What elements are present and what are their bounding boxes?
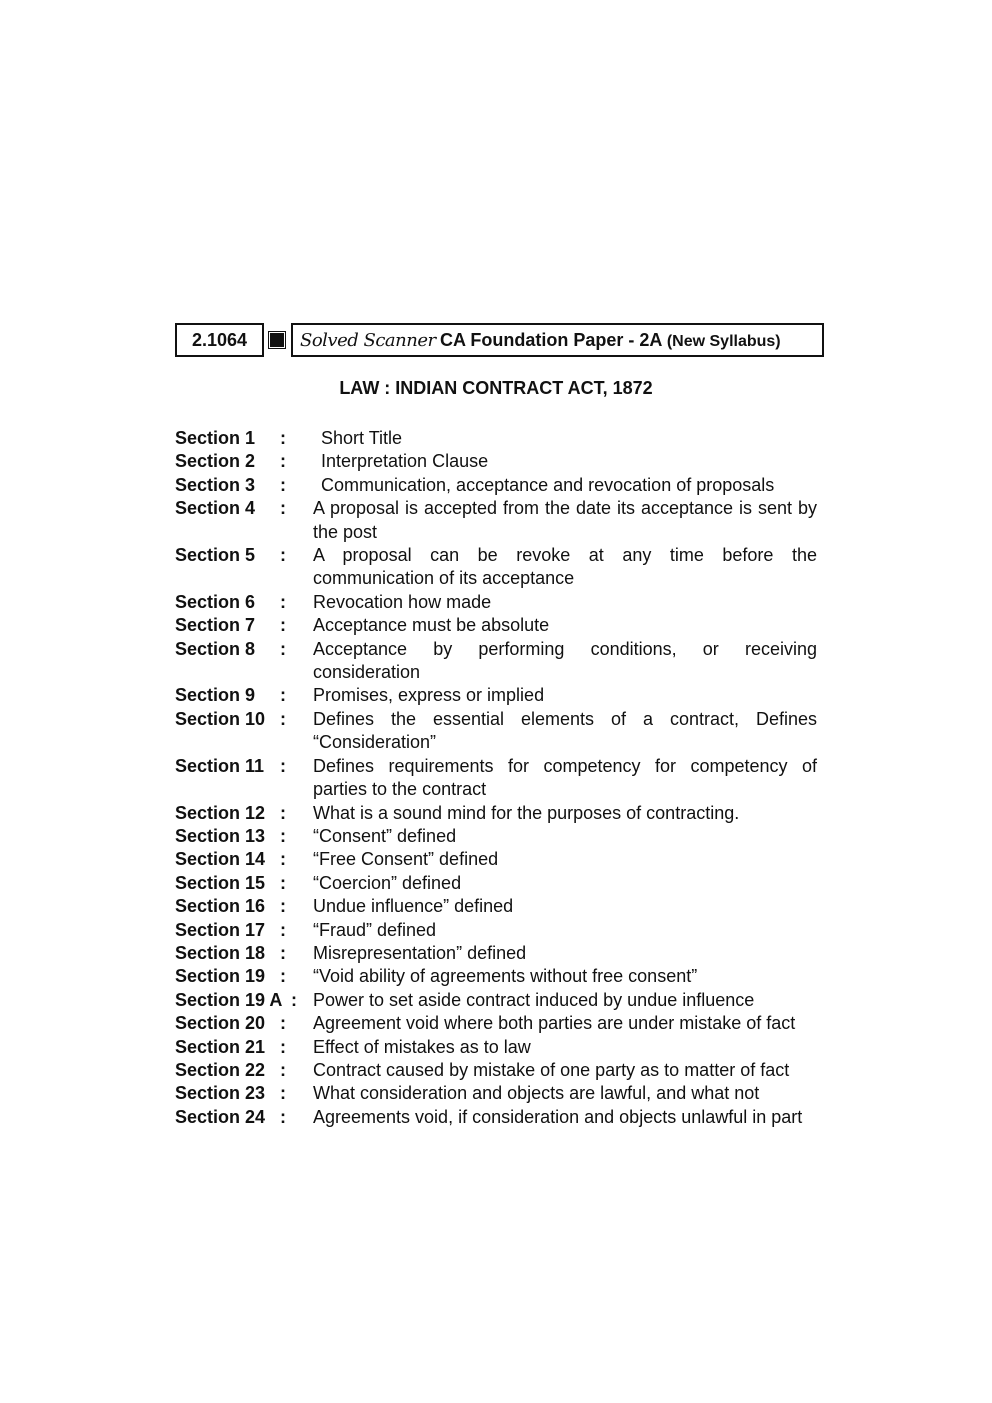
section-number: Section 11 <box>175 755 265 776</box>
section-label <box>175 684 286 707</box>
section-item <box>175 708 817 755</box>
square-bullet-icon <box>270 333 284 347</box>
section-label <box>175 708 286 755</box>
section-item <box>175 755 817 802</box>
section-colon: : <box>280 1106 286 1127</box>
section-list <box>175 427 817 1129</box>
section-number: Section 18 <box>175 942 266 963</box>
section-colon: : <box>280 802 286 823</box>
section-number: Section 21 <box>175 1036 266 1057</box>
section-colon: : <box>280 849 286 870</box>
brand-logo: Solved Scanner <box>300 330 436 351</box>
section-label <box>175 1059 286 1082</box>
section-colon: : <box>280 545 286 566</box>
section-item <box>175 802 817 825</box>
section-number: Section 24 <box>175 1106 266 1127</box>
section-label <box>175 872 286 895</box>
section-number: Section 20 <box>175 1013 266 1034</box>
section-item <box>175 942 817 965</box>
section-label <box>175 614 286 637</box>
section-number: Section 12 <box>175 802 266 823</box>
section-number: Section 3 <box>175 474 256 495</box>
section-label <box>175 942 286 965</box>
section-item <box>175 989 817 1012</box>
section-description: Contract caused by mistake of one party as to matter of fact <box>313 1059 790 1080</box>
section-colon: : <box>280 685 286 706</box>
section-number: Section 17 <box>175 919 266 940</box>
section-colon: : <box>280 1013 286 1034</box>
section-description: Effect of mistakes as to law <box>313 1036 531 1057</box>
section-number: Section 4 <box>175 498 256 519</box>
book-title-box <box>291 323 824 357</box>
section-label <box>175 1082 286 1105</box>
section-label <box>175 1106 286 1129</box>
section-colon: : <box>280 919 286 940</box>
section-label <box>175 591 286 614</box>
section-number: Section 2 <box>175 451 256 472</box>
section-number: Section 16 <box>175 896 266 917</box>
section-colon: : <box>280 498 286 519</box>
section-number: Section 14 <box>175 849 266 870</box>
section-number: Section 6 <box>175 591 256 612</box>
section-number: Section 5 <box>175 545 256 566</box>
section-description: Short Title <box>321 428 403 448</box>
section-description: Acceptance by performing conditions, or receiving consideration <box>313 638 817 683</box>
section-description: Defines requirements for competency for competency of parties to the contract <box>313 755 817 800</box>
section-label <box>175 895 286 918</box>
section-description: “Fraud” defined <box>313 919 437 940</box>
section-description: “Void ability of agreements without free consent” <box>313 966 698 987</box>
section-number: Section 8 <box>175 638 256 659</box>
section-colon: : <box>280 708 286 729</box>
section-description: Power to set aside contract induced by undue influence <box>313 989 755 1010</box>
section-label <box>175 1012 286 1035</box>
section-number: Section 13 <box>175 825 266 846</box>
section-item <box>175 919 817 942</box>
page-number: 2.1064 <box>175 323 264 357</box>
section-label <box>175 497 286 544</box>
section-label <box>175 965 286 988</box>
section-description: A proposal can be revoke at any time before the communication of its acceptance <box>313 545 817 589</box>
section-item <box>175 497 817 544</box>
section-label <box>175 802 286 825</box>
running-header <box>175 323 817 357</box>
section-item <box>175 825 817 848</box>
section-description: Misrepresentation” defined <box>313 942 527 963</box>
section-item <box>175 614 817 637</box>
section-description: What is a sound mind for the purposes of contracting. <box>313 802 740 823</box>
section-label <box>175 848 286 871</box>
section-colon: : <box>280 966 286 987</box>
section-description: “Coercion” defined <box>313 872 462 893</box>
section-description: What consideration and objects are lawful, and what not <box>313 1083 760 1104</box>
section-item <box>175 1082 817 1105</box>
section-item <box>175 965 817 988</box>
section-description: Agreements void, if consideration and objects unlawful in part <box>313 1106 803 1127</box>
section-colon: : <box>280 1059 286 1080</box>
section-colon: : <box>280 638 286 659</box>
section-label <box>175 474 286 497</box>
section-colon: : <box>280 942 286 963</box>
section-description: Agreement void where both parties are under mistake of fact <box>313 1013 796 1034</box>
section-item <box>175 474 817 497</box>
section-item <box>175 872 817 895</box>
section-item <box>175 848 817 871</box>
section-number: Section 10 <box>175 708 266 729</box>
section-label <box>175 544 286 591</box>
section-colon: : <box>280 872 286 893</box>
section-item <box>175 1036 817 1059</box>
section-description: A proposal is accepted from the date its acceptance is sent by the post <box>313 498 817 542</box>
section-number: Section 7 <box>175 615 256 636</box>
page-title: LAW : INDIAN CONTRACT ACT, 1872 <box>339 378 653 398</box>
section-number: Section 19 <box>175 966 266 987</box>
section-description: Interpretation Clause <box>321 451 489 472</box>
section-number: Section 15 <box>175 872 266 893</box>
book-subtitle: (New Syllabus) <box>666 333 781 350</box>
section-item <box>175 450 817 473</box>
section-label <box>175 919 286 942</box>
section-label <box>175 825 286 848</box>
section-description: Defines the essential elements of a contract, Defines “Consideration” <box>313 708 817 753</box>
section-number: Section 1 <box>175 428 256 448</box>
section-item <box>175 1012 817 1035</box>
section-item <box>175 427 817 450</box>
section-number: Section 9 <box>175 685 256 706</box>
section-description: “Consent” defined <box>313 825 457 846</box>
section-number: Section 22 <box>175 1059 266 1080</box>
section-item <box>175 638 817 685</box>
section-description: Revocation how made <box>313 591 492 612</box>
section-description: Communication, acceptance and revocation of proposals <box>321 474 775 495</box>
section-colon: : <box>280 428 286 448</box>
section-item <box>175 684 817 707</box>
section-colon: : <box>280 474 286 495</box>
section-item <box>175 544 817 591</box>
section-colon: : <box>280 1036 286 1057</box>
section-label <box>175 755 286 802</box>
section-colon: : <box>280 451 286 472</box>
section-colon: : <box>280 896 286 917</box>
section-colon: : <box>280 1083 286 1104</box>
section-colon: : <box>280 755 286 776</box>
section-description: Promises, express or implied <box>313 685 545 706</box>
section-label <box>175 638 286 685</box>
section-item <box>175 1106 817 1129</box>
section-item <box>175 895 817 918</box>
section-label <box>175 1036 286 1059</box>
section-description: “Free Consent” defined <box>313 849 499 870</box>
section-colon: : <box>280 825 286 846</box>
section-item <box>175 1059 817 1082</box>
section-label <box>175 989 297 1012</box>
section-colon: : <box>280 591 286 612</box>
section-label <box>175 450 286 473</box>
section-colon: : <box>280 615 286 636</box>
book-title: CA Foundation Paper - 2A <box>440 330 663 350</box>
section-label <box>175 427 286 450</box>
section-number: Section 23 <box>175 1083 266 1104</box>
section-number: Section 19 A <box>175 989 283 1010</box>
section-description: Undue influence” defined <box>313 896 514 917</box>
section-item <box>175 591 817 614</box>
section-description: Acceptance must be absolute <box>313 615 550 636</box>
section-colon: : <box>291 989 297 1010</box>
